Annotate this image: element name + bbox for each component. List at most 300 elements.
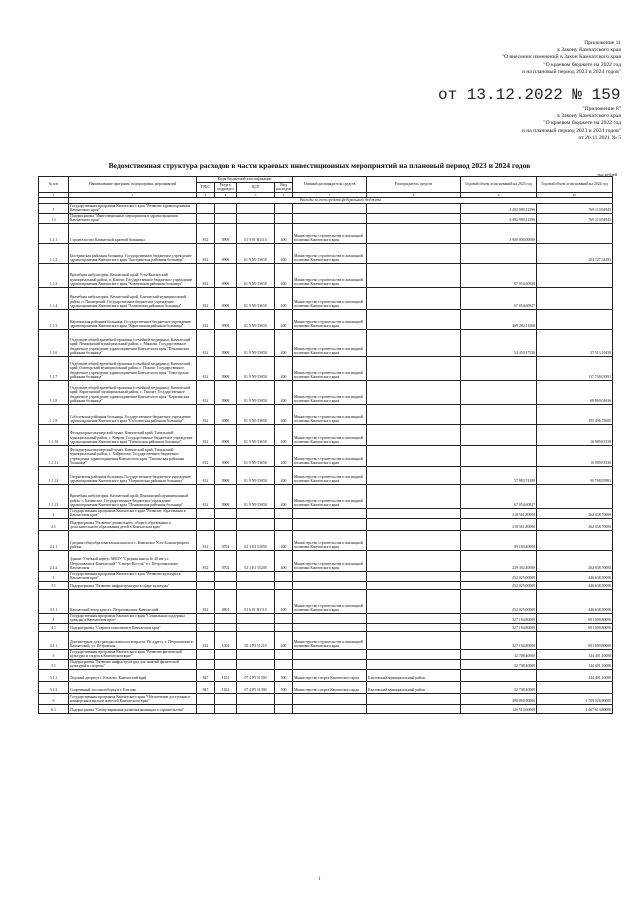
cell-name: Ледовый дворец в г. Елизово, Камчатский край <box>69 669 197 681</box>
table-row <box>39 589 613 613</box>
cell-grbs: 812 <box>197 329 215 356</box>
cell-rz <box>215 213 237 223</box>
cell-grbs <box>197 693 215 704</box>
cell-2024: 1 467 613,80000 <box>537 704 613 713</box>
cell-num: 2.1.1 <box>39 530 69 550</box>
cell-2024 <box>537 681 613 693</box>
table-row <box>39 631 613 649</box>
cell-name: Государственная программа Камчатского края "Развитие культуры в Камчатском крае" <box>69 571 197 581</box>
cell-name: Фельдшерско-акушерский пункт. Камчатский край, Тигильский муниципальный район, с. Ковран. Государственное бюджетное учреждение здравоохранения Камчатского края "Тигильская районная больница" <box>69 424 197 445</box>
column-index: 7 <box>293 192 367 198</box>
cell-csr: 05 1 P3 51210 <box>237 631 275 649</box>
table-row <box>39 669 613 681</box>
cell-manager <box>367 693 461 704</box>
cell-name: Отделение общей врачебной практики (семейной медицины). Камчатский край, Пенжинский муниципальный район, с. Манилы. Государственное бюджетное учреждение здравоохранения Камчатского края "Пенжинская районная больница" <box>69 329 197 356</box>
cell-manager <box>367 380 461 404</box>
cell-2023: 67 054,60927 <box>461 287 537 309</box>
table-row <box>39 356 613 380</box>
cell-2024: 691 909,80000 <box>537 613 613 623</box>
table-row <box>39 466 613 484</box>
cell-grbs: 812 <box>197 631 215 649</box>
cell-rz: 1102 <box>215 681 237 693</box>
cell-2024: 769 110,94945 <box>537 213 613 223</box>
cell-name: Озерновская районная больница. Государственное бюджетное учреждение здравоохранения Камчатского края "Озерновская районная больница" <box>69 466 197 484</box>
cell-rz <box>215 693 237 704</box>
document-title: Ведомственная структура расходов в части краевых инвестиционных мероприятий на плановый период 2023 и 2024 годов <box>108 161 531 170</box>
cell-2023: 269 282,11000 <box>461 309 537 329</box>
cell-vr <box>275 704 293 713</box>
cell-rz: 1002 <box>215 631 237 649</box>
cell-vr: 400 <box>275 309 293 329</box>
header-line: Приложение 11 <box>584 40 621 46</box>
cell-grbs: 812 <box>197 380 215 404</box>
cell-num: 4.1 <box>39 623 69 631</box>
cell-2023: 327 194,80000 <box>461 631 537 649</box>
expenditure-table <box>38 176 613 714</box>
cell-manager <box>367 287 461 309</box>
cell-2023: 54 450,17526 <box>461 329 537 356</box>
col-num: № п/п <box>39 177 69 193</box>
cell-vr: 400 <box>275 530 293 550</box>
cell-vr <box>275 518 293 530</box>
table-row <box>39 550 613 571</box>
cell-manager <box>367 329 461 356</box>
cell-rz <box>215 704 237 713</box>
cell-manager <box>367 445 461 466</box>
table-row <box>39 681 613 693</box>
table-row <box>39 693 613 704</box>
col-codes-group: Коды бюджетной классификации <box>197 177 293 183</box>
cell-manager <box>367 508 461 518</box>
cell-2023: 452 025,00000 <box>461 589 537 613</box>
cell-recipient: Министерство строительства и жилищной политики Камчатского края <box>293 484 367 508</box>
table-row <box>39 243 613 263</box>
header-line: и на плановый период 2023 и 2024 годов" <box>521 127 621 134</box>
cell-num: 1.1.10 <box>39 424 69 445</box>
cell-2024: 446 638,50000 <box>537 589 613 613</box>
header-line: "О краевом бюджете на 2022 год <box>543 120 621 127</box>
cell-2024: 691 909,80000 <box>537 631 613 649</box>
cell-num: 6.1 <box>39 704 69 713</box>
cell-vr: 400 <box>275 631 293 649</box>
cell-vr: 400 <box>275 466 293 484</box>
cell-recipient: Министерство строительства и жилищной политики Камчатского края <box>293 309 367 329</box>
cell-rz <box>215 613 237 623</box>
cell-name: Подпрограмма "Развитие дошкольного, общего образования и дополнительного образования детей в Камчатском крае" <box>69 518 197 530</box>
cell-num: 1.1.2 <box>39 243 69 263</box>
table-row <box>39 223 613 243</box>
cell-csr: 01 9 N9 53650 <box>237 287 275 309</box>
cell-2023: 57 983,74188 <box>461 466 537 484</box>
cell-vr <box>275 508 293 518</box>
cell-num: 1.1.11 <box>39 445 69 466</box>
cell-name: Карагинская районная больница. Государственное бюджетное учреждение здравоохранения Камчатского края "Карагинская районная больница" <box>69 309 197 329</box>
cell-manager <box>367 203 461 213</box>
cell-num: 6 <box>39 693 69 704</box>
cell-rz <box>215 659 237 669</box>
header-line: к Закону Камчатского края <box>557 47 621 54</box>
cell-manager: Елизовский муниципальный район <box>367 681 461 693</box>
units-label: тыс.рублей <box>597 172 617 177</box>
cell-rz: 0702 <box>215 530 237 550</box>
cell-recipient: Министерство спорта Камчатского края <box>293 681 367 693</box>
cell-num: 1 <box>39 203 69 213</box>
cell-2023: 32 708,40000 <box>461 681 537 693</box>
cell-vr <box>275 571 293 581</box>
cell-csr: 01 9 N9 53650 <box>237 309 275 329</box>
cell-csr: 01 9 N9 53650 <box>237 263 275 287</box>
col-2024: Годовой объем ассигнований на 2024 год <box>537 177 613 193</box>
table-row <box>39 571 613 581</box>
cell-grbs <box>197 508 215 518</box>
cell-rz: 0909 <box>215 466 237 484</box>
cell-recipient: Министерство строительства и жилищной политики Камчатского края <box>293 550 367 571</box>
cell-vr <box>275 659 293 669</box>
column-index: 1 <box>39 192 69 198</box>
cell-2024: 195 496,73600 <box>537 404 613 424</box>
cell-rz: 0909 <box>215 424 237 445</box>
cell-recipient: Министерство строительства и жилищной политики Камчатского края <box>293 223 367 243</box>
cell-num: 1.1.1 <box>39 223 69 243</box>
cell-num: 3 <box>39 571 69 581</box>
cell-rz: 1102 <box>215 669 237 681</box>
cell-num: 5.1 <box>39 659 69 669</box>
cell-recipient: Министерство строительства и жилищной политики Камчатского края <box>293 424 367 445</box>
cell-num: 5.1.2 <box>39 681 69 693</box>
cell-name: Спортивный зал многоборья в г. Елизово <box>69 681 197 693</box>
column-index: 5 <box>237 192 275 198</box>
cell-rz <box>215 203 237 213</box>
cell-csr <box>237 203 275 213</box>
cell-rz: 0909 <box>215 309 237 329</box>
cell-num: 2.1.2 <box>39 550 69 571</box>
cell-name: Фельдшерско-акушерский пункт. Камчатский край, Тигильский муниципальный район, с. Хайрюзово. Государственное бюджетное учреждение здравоохранения Камчатского края "Тигильская районная больница" <box>69 445 197 466</box>
cell-rz: 0801 <box>215 589 237 613</box>
cell-manager <box>367 571 461 581</box>
cell-num: 1.1.4 <box>39 287 69 309</box>
cell-2023 <box>461 669 537 681</box>
cell-2024: 16 989,81338 <box>537 445 613 466</box>
appendix-header <box>321 40 621 76</box>
cell-grbs: 812 <box>197 263 215 287</box>
cell-num: 1.1.8 <box>39 380 69 404</box>
table-row <box>39 704 613 713</box>
cell-2024: 262 038,70000 <box>537 508 613 518</box>
cell-rz <box>215 571 237 581</box>
cell-manager <box>367 404 461 424</box>
cell-name: Государственная программа Камчатского края "Развитие здравоохранения Камчатского края" <box>69 203 197 213</box>
table-row <box>39 424 613 445</box>
cell-num: 3.1.1 <box>39 589 69 613</box>
cell-rz: 0909 <box>215 287 237 309</box>
cell-grbs <box>197 571 215 581</box>
cell-csr: 03 6 01 R1110 <box>237 589 275 613</box>
col-grbs: ГРБС <box>197 182 215 192</box>
cell-manager <box>367 223 461 243</box>
cell-vr: 400 <box>275 243 293 263</box>
cell-name: Врачебная амбулатория, Камчатский край, Усть-Камчатский муниципальный район, п. Ключи. Государственное бюджетное учреждение здравоохранения Камчатского края "Ключевская районная больница" <box>69 263 197 287</box>
cell-grbs: 812 <box>197 589 215 613</box>
table-row <box>39 484 613 508</box>
date-stamp: от 13.12.2022 № 159 <box>438 86 621 104</box>
cell-grbs: 812 <box>197 309 215 329</box>
cell-csr: 01 9 01 R1110 <box>237 223 275 243</box>
col-recipient: Главный распорядитель средств <box>293 177 367 193</box>
header-line: и на плановый период 2023 и 2024 годов" <box>521 68 621 75</box>
cell-grbs: 812 <box>197 466 215 484</box>
cell-name: Врачебная амбулатория. Камчатский край, Пенжинский муниципальный район, с. Каменское. Государственное бюджетное учреждение здравоохранения Камчатского края "Пенжинская районная больница" <box>69 484 197 508</box>
cell-name: Государственная программа Камчатского края "Социальная поддержка граждан в Камчатском крае" <box>69 613 197 623</box>
cell-csr <box>237 613 275 623</box>
cell-recipient: Министерство строительства и жилищной политики Камчатского края <box>293 356 367 380</box>
table-row <box>39 380 613 404</box>
column-index: 10 <box>537 192 613 198</box>
cell-recipient <box>293 508 367 518</box>
cell-2024: 262 038,70000 <box>537 550 613 571</box>
cell-2024 <box>537 484 613 508</box>
cell-2024: 37 513,19458 <box>537 329 613 356</box>
cell-rz: 0909 <box>215 263 237 287</box>
table-row <box>39 203 613 213</box>
cell-recipient: Министерство строительства и жилищной политики Камчатского края <box>293 589 367 613</box>
cell-csr: 01 9 N9 53650 <box>237 424 275 445</box>
cell-2023: 126 513,60000 <box>461 704 537 713</box>
cell-2023: 32 708,40000 <box>461 649 537 659</box>
cell-recipient: Министерство строительства и жилищной политики Камчатского края <box>293 404 367 424</box>
cell-vr: 500 <box>275 681 293 693</box>
cell-recipient: Министерство строительства и жилищной политики Камчатского края <box>293 243 367 263</box>
cell-2023: 498 860,90000 <box>461 693 537 704</box>
cell-csr: 01 9 N9 53650 <box>237 466 275 484</box>
cell-num: 1.1.12 <box>39 466 69 484</box>
cell-num: 4.1.1 <box>39 631 69 649</box>
column-index: 2 <box>69 192 197 198</box>
cell-grbs: 812 <box>197 243 215 263</box>
cell-grbs <box>197 213 215 223</box>
table-row <box>39 404 613 424</box>
cell-vr: 400 <box>275 287 293 309</box>
cell-vr <box>275 581 293 589</box>
cell-vr: 400 <box>275 445 293 466</box>
cell-recipient: Министерство строительства и жилищной политики Камчатского края <box>293 445 367 466</box>
cell-name: Быстринская районная больница. Государственное бюджетное учреждение здравоохранения Камчатского края "Быстринская районная больница" <box>69 243 197 263</box>
cell-rz: 0909 <box>215 445 237 466</box>
table-row <box>39 213 613 223</box>
cell-csr: 01 9 N9 53650 <box>237 356 275 380</box>
cell-vr: 400 <box>275 356 293 380</box>
cell-2023 <box>461 380 537 404</box>
cell-manager <box>367 309 461 329</box>
cell-recipient <box>293 659 367 669</box>
cell-vr: 400 <box>275 589 293 613</box>
cell-2023: 229 392,40000 <box>461 550 537 571</box>
cell-num: 1.1.9 <box>39 404 69 424</box>
cell-grbs <box>197 613 215 623</box>
cell-num: 1.1.6 <box>39 329 69 356</box>
cell-manager <box>367 550 461 571</box>
cell-2023: 4 492 980,12596 <box>461 213 537 223</box>
cell-csr <box>237 623 275 631</box>
cell-2023: 452 025,00000 <box>461 571 537 581</box>
cell-num: 2.1 <box>39 518 69 530</box>
cell-name: Отделение общей врачебной практики (семейной медицины). Камчатский край, Карагинский муниципальный район, с. Тымлат. Государственное бюджетное учреждение здравоохранения Камчатского края "Карагинская районная больница" <box>69 380 197 404</box>
cell-name: Подпрограмма "Развитие инфраструктуры в сфере культуры" <box>69 581 197 589</box>
table-row <box>39 445 613 466</box>
cell-grbs: 847 <box>197 681 215 693</box>
cell-2023 <box>461 243 537 263</box>
cell-name: Врачебная амбулатория, Камчатский край, Елизовский муниципальный район, п. Пионерский. Государственное бюджетное учреждение здравоохранения Камчатского края "Елизовская районная больница" <box>69 287 197 309</box>
cell-num: 5.1.1 <box>39 669 69 681</box>
cell-name: Подпрограмма "Старшее поколение в Камчатском крае" <box>69 623 197 631</box>
cell-2024: 446 638,50000 <box>537 581 613 589</box>
cell-csr <box>237 659 275 669</box>
cell-csr <box>237 508 275 518</box>
cell-2023: 327 194,80000 <box>461 623 537 631</box>
cell-2024 <box>537 530 613 550</box>
cell-recipient <box>293 623 367 631</box>
cell-vr: 400 <box>275 550 293 571</box>
cell-vr: 400 <box>275 424 293 445</box>
cell-manager <box>367 518 461 530</box>
cell-name: Подпрограмма "Стимулирование развития жилищного строительства" <box>69 704 197 713</box>
cell-csr <box>237 693 275 704</box>
cell-name: Камчатский театр кукол г. Петропавловск-Камчатский <box>69 589 197 613</box>
cell-csr: 01 9 N9 53650 <box>237 484 275 508</box>
cell-vr: 500 <box>275 669 293 681</box>
cell-2024: 446 638,50000 <box>537 571 613 581</box>
cell-2023: 318 561,80000 <box>461 508 537 518</box>
cell-grbs: 812 <box>197 424 215 445</box>
cell-recipient <box>293 581 367 589</box>
cell-csr <box>237 581 275 589</box>
cell-rz <box>215 623 237 631</box>
cell-2024: 262 038,70000 <box>537 518 613 530</box>
cell-recipient: Министерство строительства и жилищной политики Камчатского края <box>293 530 367 550</box>
cell-2023 <box>461 356 537 380</box>
cell-csr: 01 9 N9 53650 <box>237 380 275 404</box>
cell-csr: 07 4 P5 51390 <box>237 669 275 681</box>
cell-2024: 144 401,10000 <box>537 659 613 669</box>
cell-vr <box>275 693 293 704</box>
cell-csr <box>237 213 275 223</box>
header-line: "Приложение 8" <box>582 106 621 112</box>
col-2023: Годовой объем ассигнований на 2023 год <box>461 177 537 193</box>
cell-grbs: 812 <box>197 550 215 571</box>
cell-csr <box>237 649 275 659</box>
cell-csr: 02 1 E1 53050 <box>237 530 275 550</box>
cell-recipient: Министерство строительства и жилищной политики Камчатского края <box>293 329 367 356</box>
cell-csr: 02 1 E1 55200 <box>237 550 275 571</box>
cell-2024 <box>537 263 613 287</box>
cell-vr: 400 <box>275 263 293 287</box>
header-line: "О краевом бюджете на 2022 год <box>543 61 621 68</box>
cell-manager <box>367 649 461 659</box>
cell-name: Здание: Учебный корпус МБОУ "Средняя школа № 40 им у.т. Петропавловск-Камчатский" "Северо-Восток" в г. Петропавловске-Камчатском <box>69 550 197 571</box>
cell-manager <box>367 589 461 613</box>
cell-rz <box>215 649 237 659</box>
cell-recipient: Министерство строительства и жилищной политики Камчатского края <box>293 287 367 309</box>
cell-csr: 01 9 N9 53650 <box>237 329 275 356</box>
cell-2023: 327 194,80000 <box>461 613 537 623</box>
cell-vr: 400 <box>275 380 293 404</box>
cell-manager <box>367 356 461 380</box>
cell-vr: 400 <box>275 329 293 356</box>
cell-grbs: 847 <box>197 669 215 681</box>
cell-name: Государственная программа Камчатского края "Обеспечение доступным и комфортным жильем жителей Камчатского края" <box>69 693 197 704</box>
cell-vr: 400 <box>275 484 293 508</box>
table-row <box>39 309 613 329</box>
cell-2023 <box>461 404 537 424</box>
cell-rz: 0909 <box>215 223 237 243</box>
cell-2024: 769 110,94945 <box>537 203 613 213</box>
cell-grbs <box>197 623 215 631</box>
cell-manager: Елизовский муниципальный район <box>367 669 461 681</box>
cell-grbs: 812 <box>197 530 215 550</box>
column-index: 6 <box>275 192 293 198</box>
cell-num: 1.1.5 <box>39 309 69 329</box>
cell-manager <box>367 424 461 445</box>
cell-recipient <box>293 649 367 659</box>
cell-manager <box>367 243 461 263</box>
cell-2023: 4 492 980,12596 <box>461 203 537 213</box>
cell-name: Подпрограмма "Инвестиционные мероприятия в здравоохранении Камчатского края" <box>69 213 197 223</box>
cell-2024: 68 869,04636 <box>537 380 613 404</box>
cell-2024 <box>537 287 613 309</box>
cell-csr: 01 9 N9 53650 <box>237 404 275 424</box>
table-row <box>39 530 613 550</box>
cell-num: 1.1 <box>39 213 69 223</box>
cell-2023: 67 054,60928 <box>461 263 537 287</box>
cell-grbs <box>197 581 215 589</box>
cell-recipient <box>293 693 367 704</box>
cell-grbs <box>197 704 215 713</box>
cell-manager <box>367 466 461 484</box>
cell-recipient: Министерство строительства и жилищной политики Камчатского края <box>293 631 367 649</box>
cell-manager <box>367 623 461 631</box>
table-row <box>39 518 613 530</box>
cell-2023: 3 900 000,00000 <box>461 223 537 243</box>
cell-2024: 144 401,10000 <box>537 649 613 659</box>
cell-recipient: Министерство строительства и жилищной политики Камчатского края <box>293 380 367 404</box>
cell-name: Отделение общей врачебной практики (семейной медицины). Камчатский край, Олюторский муниципальный район, с. Пахачи. Государственное бюджетное учреждение здравоохранения Камчатского края "Олюторская районная больница" <box>69 356 197 380</box>
cell-grbs <box>197 518 215 530</box>
cell-recipient <box>293 704 367 713</box>
cell-2024: 204 727,34183 <box>537 243 613 263</box>
cell-name: Соболевская районная больница. Государственное бюджетное учреждение здравоохранения Камчатского края "Соболевская районная больница" <box>69 404 197 424</box>
cell-vr <box>275 623 293 631</box>
cell-csr: 01 9 N9 53650 <box>237 445 275 466</box>
cell-recipient <box>293 518 367 530</box>
cell-recipient <box>293 571 367 581</box>
table-row <box>39 508 613 518</box>
cell-recipient <box>293 613 367 623</box>
section-title: Расходы за счет средств федерального бюджета <box>69 198 613 204</box>
cell-2024: 117 738,03391 <box>537 356 613 380</box>
cell-num: 4 <box>39 613 69 623</box>
cell-csr: 01 9 N9 53650 <box>237 243 275 263</box>
table-row <box>39 613 613 623</box>
cell-grbs <box>197 659 215 669</box>
cell-manager <box>367 613 461 623</box>
cell-2024 <box>537 309 613 329</box>
cell-name: Средняя общеобразовательная школа в с. Каменское Усть-Большерецкого района <box>69 530 197 550</box>
header-line: "О внесении изменений в Закон Камчатского края <box>501 54 621 61</box>
cell-num: 5 <box>39 649 69 659</box>
cell-2023 <box>461 424 537 445</box>
cell-name: Государственная программа Камчатского края "Развитие образования в Камчатском крае" <box>69 508 197 518</box>
col-vr: Вид расходов <box>276 182 291 191</box>
cell-vr <box>275 203 293 213</box>
